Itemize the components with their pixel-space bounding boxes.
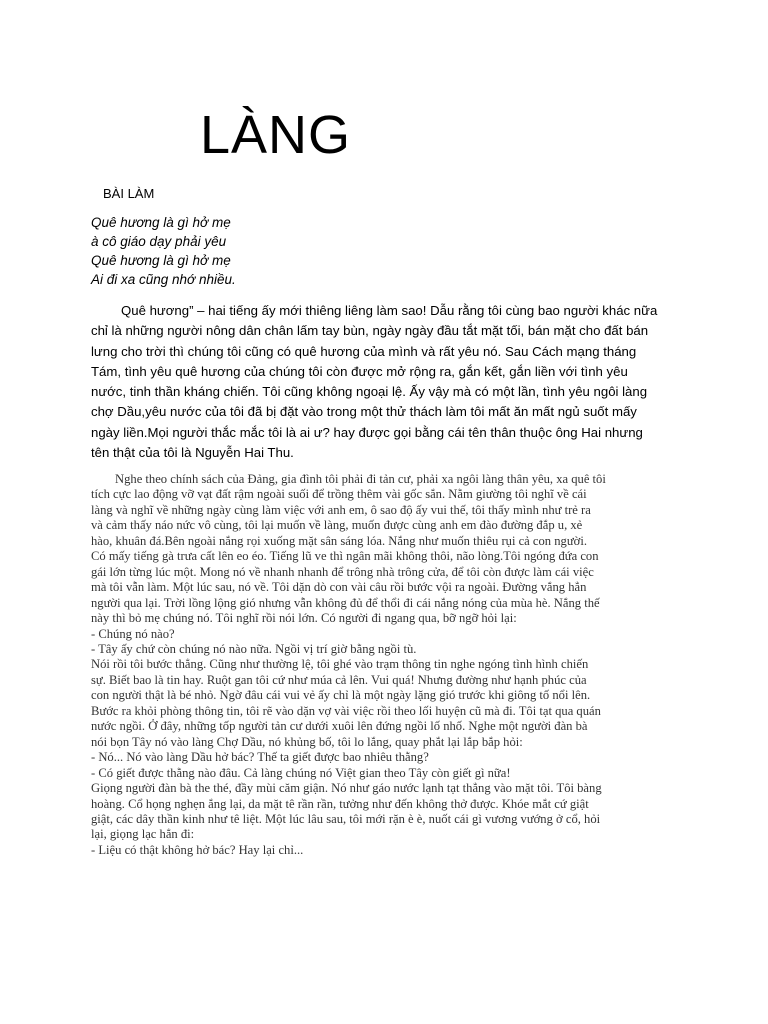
- dialogue-line: - Nó... Nó vào làng Dầu hở bác? Thế ta giết được bao nhiêu thằng?: [91, 750, 429, 765]
- paragraph-line: và cảm thấy náo nức vô cùng, tôi lại muốn về làng, muốn được cùng anh em đào đường đắp u, xẻ: [91, 518, 583, 533]
- story-paragraph: [91, 472, 681, 858]
- paragraph-line: gái lớn từng lúc một. Mong nó về nhanh nhanh để trông nhà trông cửa, để tôi còn được làm cái việc: [91, 564, 594, 579]
- paragraph-line: Bước ra khỏi phòng thông tin, tôi rẽ vào dặn vợ vài việc rồi theo lối huyện cũ mà đi. Tôi tạt qua quán: [91, 703, 601, 718]
- document-subtitle: BÀI LÀM: [103, 186, 155, 201]
- paragraph-line: Nghe theo chính sách của Đảng, gia đình tôi phải đi tản cư, phải xa ngôi làng thân yêu, xa quê tôi: [115, 472, 606, 486]
- paragraph-line: tích cực lao động vỡ vạt đất rậm ngoài suối để trồng thêm vài gốc sắn. Nằm giường tôi nghĩ về cái: [91, 487, 587, 502]
- paragraph-line: Nói rồi tôi bước thẳng. Cũng như thường lệ, tôi ghé vào trạm thông tin nghe ngóng tình hình chiến: [91, 657, 589, 672]
- paragraph-line: chỉ là những người nông dân chân lấm tay bùn, ngày ngày đầu tắt mặt tối, bán mặt cho đất bán: [91, 323, 649, 339]
- paragraph-line: tên thật của tôi là Nguyễn Hai Thu.: [91, 445, 294, 461]
- paragraph-line: Tám, tình yêu quê hương của chúng tôi còn được mở rộng ra, gắn kết, gắn liền với tình yêu: [91, 363, 628, 379]
- paragraph-line: hào, khuân đá.Bên ngoài nắng rọi xuống mặt sân sáng lóa. Nắng như muốn thiêu rụi cả con người.: [91, 533, 587, 548]
- dialogue-line: - Liệu có thật không hở bác? Hay lại chỉ...: [91, 842, 304, 857]
- dialogue-line: - Chúng nó nào?: [91, 626, 175, 641]
- document-title: LÀNG: [200, 105, 352, 165]
- poem-line: Ai đi xa cũng nhớ nhiều.: [91, 272, 236, 287]
- paragraph-line: mà tôi vẫn làm. Một lúc sau, nó về. Tôi dặn dò con vài câu rồi bước vội ra ngoài. Đường vắng hẳn: [91, 580, 587, 595]
- dialogue-line: - Tây ấy chứ còn chúng nó nào nữa. Ngồi vị trí giờ bằng ngồi tù.: [91, 641, 417, 656]
- paragraph-line: nước ngồi. Ở đây, những tốp người tản cư dưới xuôi lên đứng ngồi lố nhố. Nghe một người đàn bà: [91, 719, 588, 734]
- intro-paragraph: [91, 301, 679, 463]
- paragraph-line: lại, giọng lạc hẳn đi:: [91, 827, 195, 842]
- dialogue-line: - Có giết được thằng nào đâu. Cả làng chúng nó Việt gian theo Tây còn giết gì nữa!: [91, 765, 511, 780]
- paragraph-line: Quê hương” – hai tiếng ấy mới thiêng liêng làm sao! Dẫu rằng tôi cùng bao người khác nữa: [121, 303, 658, 318]
- paragraph-line: lưng cho trời thì chúng tôi cũng có quê hương của mình và rất yêu nó. Sau Cách mạng tháng: [91, 343, 637, 359]
- paragraph-line: ngày liền.Mọi người thắc mắc tôi là ai ư? hay được gọi bằng cái tên thân thuộc ông Hai nhưng: [91, 424, 643, 440]
- paragraph-line: giật, các dây thần kinh như tê liệt. Một lúc lâu sau, tôi mới rặn è è, nuốt cái gì vương vướng ở cổ, hỏi: [91, 811, 601, 826]
- paragraph-line: nói bọn Tây nó vào làng Chợ Dầu, nó khủng bố, tôi lo lắng, quay phắt lại lắp bắp hỏi:: [91, 734, 523, 749]
- poem: [91, 213, 236, 289]
- poem-line: Quê hương là gì hở mẹ: [91, 215, 231, 230]
- paragraph-line: làng và nghĩ về những ngày cùng làm việc với anh em, ô sao độ ấy vui thế, tôi thấy mình như trẻ ra: [91, 502, 591, 517]
- paragraph-line: Giọng người đàn bà the thé, đầy mùi căm giận. Nó như gáo nước lạnh tạt thẳng vào mặt tôi. Tôi bàng: [91, 781, 602, 796]
- paragraph-line: sự. Biết bao là tin hay. Ruột gan tôi cứ như múa cả lên. Vui quá! Nhưng đường như hạnh phúc của: [91, 672, 587, 687]
- paragraph-line: nước, tinh thần kháng chiến. Tôi cũng không ngoại lệ. Ấy vậy mà có một lần, tình yêu ngôi làng: [91, 384, 648, 400]
- paragraph-line: chợ Dầu,yêu nước của tôi đã bị đặt vào trong một thử thách làm tôi mất ăn mất ngủ suốt mấy: [91, 404, 637, 420]
- paragraph-line: Có mấy tiếng gà trưa cất lên eo éo. Tiếng lũ ve thì ngân mãi không thôi, não lòng.Tôi ngóng đứa con: [91, 549, 599, 564]
- poem-line: Quê hương là gì hở mẹ: [91, 253, 231, 268]
- paragraph-line: con người thật là bé nhỏ. Ngờ đâu cái vui vẻ ấy chỉ là một ngày lặng gió trước khi giông tố nổi lên.: [91, 688, 591, 703]
- poem-line: à cô giáo dạy phải yêu: [91, 234, 227, 249]
- paragraph-line: này thì bỏ mẹ chúng nó. Tôi nghĩ rồi nói lớn. Có người đi ngang qua, bỡ ngỡ hỏi lại:: [91, 611, 517, 626]
- paragraph-line: hoàng. Cổ họng nghẹn ắng lại, da mặt tê rần rần, tưởng như đến không thở được. Khóe mắt cứ giật: [91, 796, 589, 811]
- paragraph-line: người qua lại. Trời lồng lộng gió nhưng vẫn không đủ để thổi đi cái nắng nóng của mùa hè. Nắng thế: [91, 595, 600, 610]
